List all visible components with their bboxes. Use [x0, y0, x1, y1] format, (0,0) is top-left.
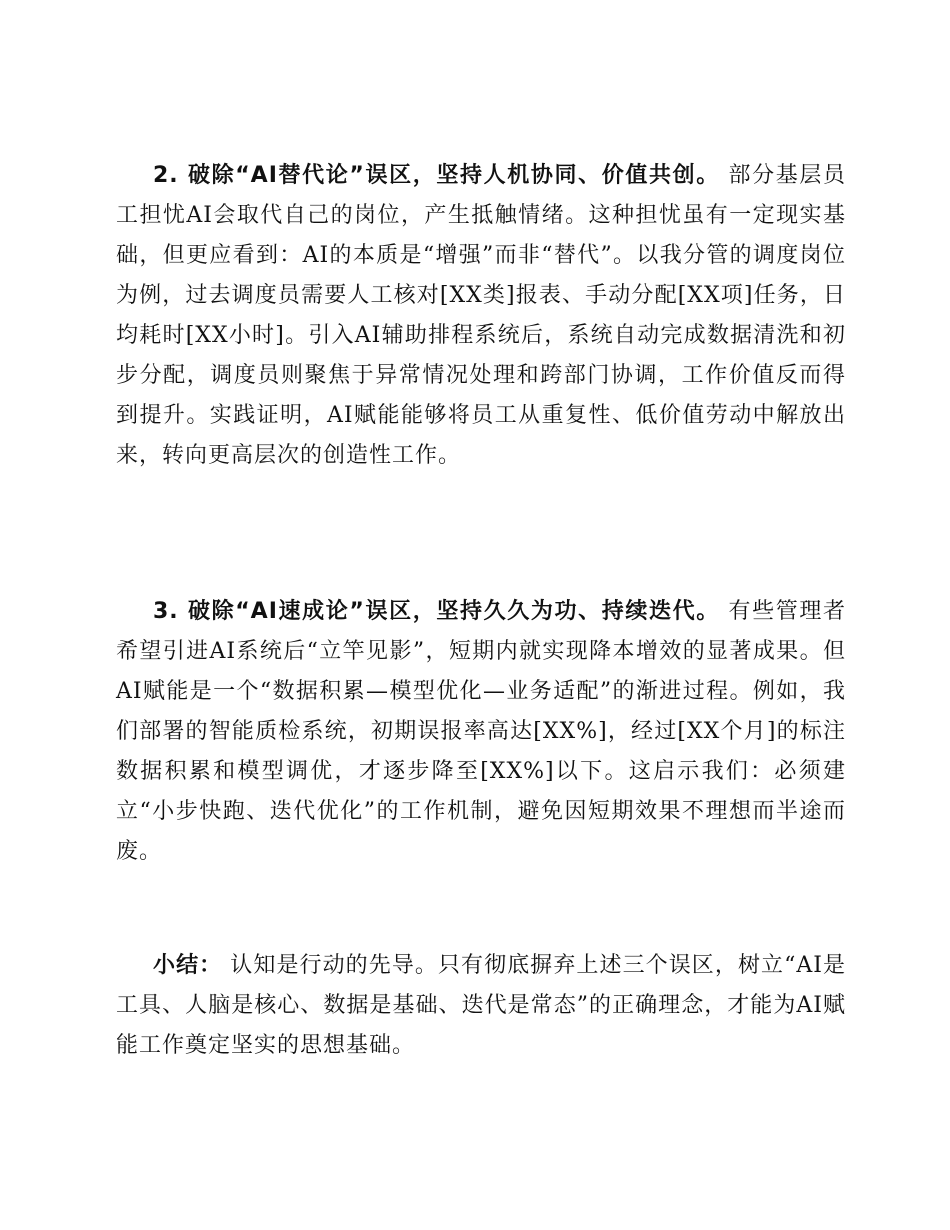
paragraph-body: 有些管理者希望引进AI系统后“立竿见影”，短期内就实现降本增效的显著成果。但AI赋能是一个“数据积累—模型优化—业务适配”的渐进过程。例如，我们部署的智能质检系统，初期误报率高达[XX%]，经过[XX个月]的标注数据积累和模型调优，才逐步降至[XX%]以下。这启示我们：必须建立“小步快跑、迭代优化”的工作机制，避免因短期效果不理想而半途而废。	[116, 599, 846, 864]
paragraph-heading: 3. 破除“AI速成论”误区，坚持久久为功、持续迭代。	[153, 599, 720, 624]
paragraph-ai-replacement	[116, 156, 846, 476]
paragraph-heading: 2. 破除“AI替代论”误区，坚持人机协同、价值共创。	[153, 163, 720, 188]
paragraph-body: 认知是行动的先导。只有彻底摒弃上述三个误区，树立“AI是工具、人脑是核心、数据是基础、迭代是常态”的正确理念，才能为AI赋能工作奠定坚实的思想基础。	[116, 953, 846, 1058]
paragraph-heading: 小结：	[153, 953, 223, 978]
paragraph-body: 部分基层员工担忧AI会取代自己的岗位，产生抵触情绪。这种担忧虽有一定现实基础，但更应看到：AI的本质是“增强”而非“替代”。以我分管的调度岗位为例，过去调度员需要人工核对[XX类]报表、手动分配[XX项]任务，日均耗时[XX小时]。引入AI辅助排程系统后，系统自动完成数据清洗和初步分配，调度员则聚焦于异常情况处理和跨部门协调，工作价值反而得到提升。实践证明，AI赋能能够将员工从重复性、低价值劳动中解放出来，转向更高层次的创造性工作。	[116, 163, 846, 468]
paragraph-ai-quick-success	[116, 592, 846, 872]
paragraph-summary	[116, 946, 846, 1066]
